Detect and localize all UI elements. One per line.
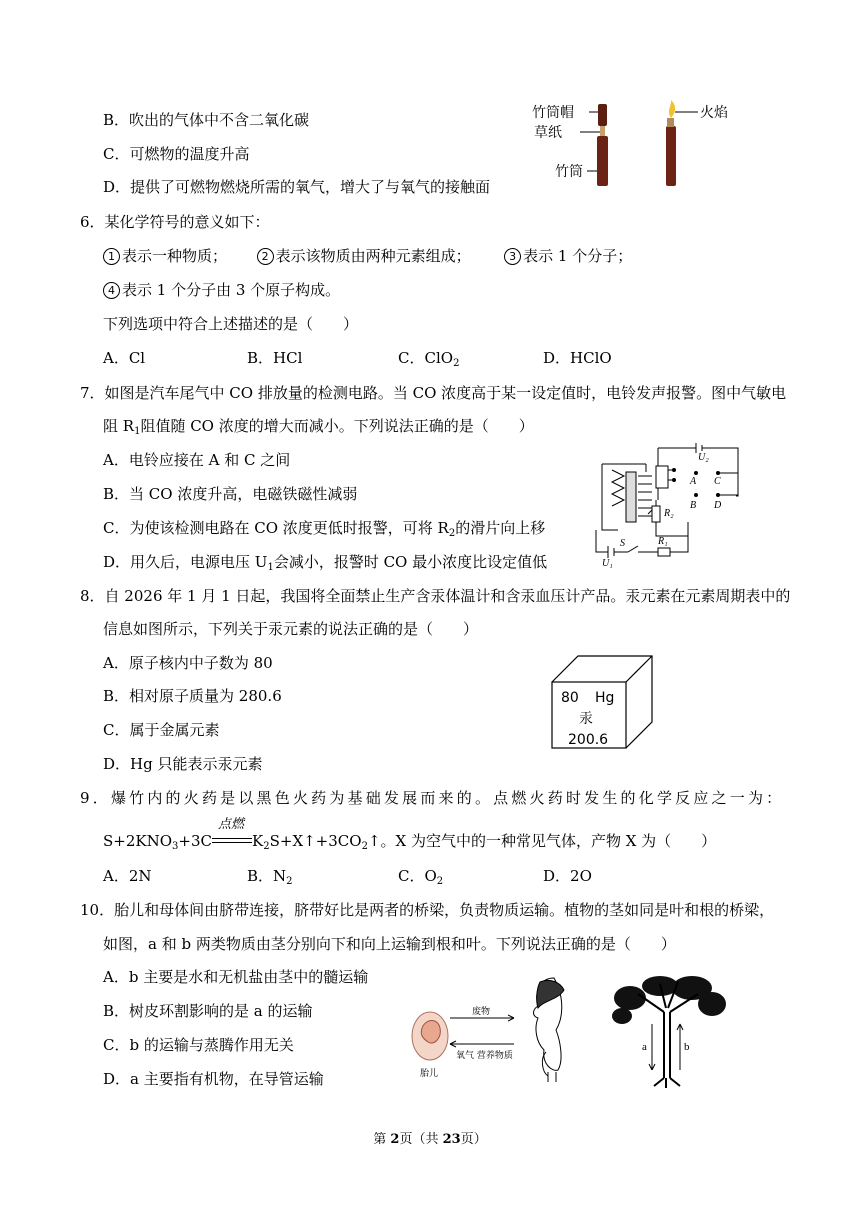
q6-stem: 6．某化学符号的意义如下：	[80, 213, 270, 231]
q6-question: 下列选项中符合上述描述的是（ ）	[103, 315, 359, 333]
q9-option-b: B．$N_2$	[247, 867, 293, 887]
co-detection-circuit	[588, 440, 748, 568]
label-u1: U₁	[602, 558, 613, 568]
q9-equation: $S+2KNO_3+3C$ 点燃 $K_2S+X↑+3CO_2↑$。X 为空气中的一种常见气体，产物 X 为（ ）	[103, 817, 717, 852]
label-tube: 竹筒	[555, 164, 583, 180]
q9-option-a: A．2N	[103, 867, 152, 885]
element-number: 80	[561, 690, 579, 706]
q9-stem-line1: 9．爆竹内的火药是以黑色火药为基础发展而来的。点燃火药时发生的化学反应之一为：	[80, 789, 785, 807]
page-footer: 第 2页（共 23页）	[373, 1132, 487, 1147]
q8-option-c: C．属于金属元素	[103, 721, 220, 739]
q9-option-c: C．$O_2$	[398, 867, 444, 887]
label-b: B	[690, 500, 697, 511]
number-2-icon: 2	[257, 248, 274, 265]
label-c: C	[714, 476, 721, 487]
q7-stem-line2: 阻 $R_1$阻值随 CO 浓度的增大而减小。下列说法正确的是（ ）	[103, 417, 534, 437]
label-flame: 火焰	[700, 105, 728, 121]
tree-transport-figure	[608, 972, 730, 1090]
q7-option-b: B．当 CO 浓度升高，电磁铁磁性减弱	[103, 485, 358, 503]
label-s: S	[620, 538, 625, 549]
q6-option-c: C．ClO$_2$	[398, 349, 460, 369]
q10-stem-line1: 10．胎儿和母体间由脐带连接，脐带好比是两者的桥梁，负责物质运输。植物的茎如同是叶和根的桥梁，	[80, 901, 775, 919]
q10-stem-line2: 如图，a 和 b 两类物质由茎分别向下和向上运输到根和叶。下列说法正确的是（ ）	[103, 935, 676, 953]
q6-option-d: D．HClO	[543, 349, 612, 367]
q9-option-d: D．2O	[543, 867, 592, 885]
label-r1: R₁	[658, 536, 668, 547]
q10-option-c: C．b 的运输与蒸腾作用无关	[103, 1036, 294, 1054]
label-b: b	[684, 1041, 690, 1053]
label-fetus: 胎儿	[420, 1069, 439, 1079]
fetus-mother-figure	[406, 972, 578, 1090]
label-d: D	[714, 500, 722, 511]
q10-option-a: A．b 主要是水和无机盐由茎中的髓运输	[103, 968, 369, 986]
q6-meanings-row2: 4 表示 1 个分子由 3 个原子构成。	[103, 280, 340, 300]
label-cap: 竹筒帽	[532, 105, 574, 121]
q10-option-b: B．树皮环割影响的是 a 的运输	[103, 1002, 313, 1020]
q5-option-b: B．吹出的气体中不含二氧化碳	[103, 111, 310, 129]
q7-option-c: C．为使该检测电路在 CO 浓度更低时报警，可将 $R_2$的滑片向上移	[103, 519, 546, 539]
q10-option-d: D．a 主要指有机物，在导管运输	[103, 1070, 324, 1088]
number-3-icon: 3	[504, 248, 521, 265]
q5-option-c: C．可燃物的温度升高	[103, 145, 250, 163]
mercury-element-cube	[550, 652, 656, 752]
q8-option-a: A．原子核内中子数为 80	[103, 654, 273, 672]
q6-option-b: B．HCl	[247, 349, 303, 367]
q8-stem-line1: 8．自 2026 年 1 月 1 日起，我国将全面禁止生产含汞体温计和含汞血压计产品。汞元素在元素周期表中的	[80, 587, 791, 605]
element-symbol: Hg	[595, 690, 615, 706]
q7-stem-line1: 7．如图是汽车尾气中 CO 排放量的检测电路。当 CO 浓度高于某一设定值时，电铃发声报警。图中气敏电	[80, 384, 787, 402]
element-name: 汞	[579, 711, 593, 727]
label-nutrients: 氧气 营养物质	[456, 1051, 513, 1061]
label-paper: 草纸	[534, 125, 562, 141]
label-a: A	[690, 476, 697, 487]
element-mass: 200.6	[568, 732, 609, 748]
q7-option-a: A．电铃应接在 A 和 C 之间	[103, 451, 291, 469]
q6-meanings-row1: 1 表示一种物质； 2 表示该物质由两种元素组成； 3 表示 1 个分子；	[103, 246, 632, 266]
q5-option-d: D．提供了可燃物燃烧所需的氧气，增大了与氧气的接触面	[103, 178, 491, 196]
q8-stem-line2: 信息如图所示，下列关于汞元素的说法正确的是（ ）	[103, 620, 479, 638]
label-r2: R₂	[664, 508, 674, 519]
label-waste: 废物	[472, 1007, 491, 1017]
label-a: a	[642, 1041, 647, 1053]
q8-option-b: B．相对原子质量为 280.6	[103, 687, 282, 705]
q6-option-a: A．Cl	[103, 349, 146, 367]
q8-option-d: D．Hg 只能表示汞元素	[103, 755, 263, 773]
bamboo-tube-figure	[530, 98, 762, 190]
number-1-icon: 1	[103, 248, 120, 265]
label-u2: U₂	[698, 452, 709, 463]
q7-option-d: D．用久后，电源电压 $U_1$会减小，报警时 CO 最小浓度比设定值低	[103, 553, 548, 573]
number-4-icon: 4	[103, 282, 120, 299]
reaction-condition: 点燃	[218, 817, 245, 832]
